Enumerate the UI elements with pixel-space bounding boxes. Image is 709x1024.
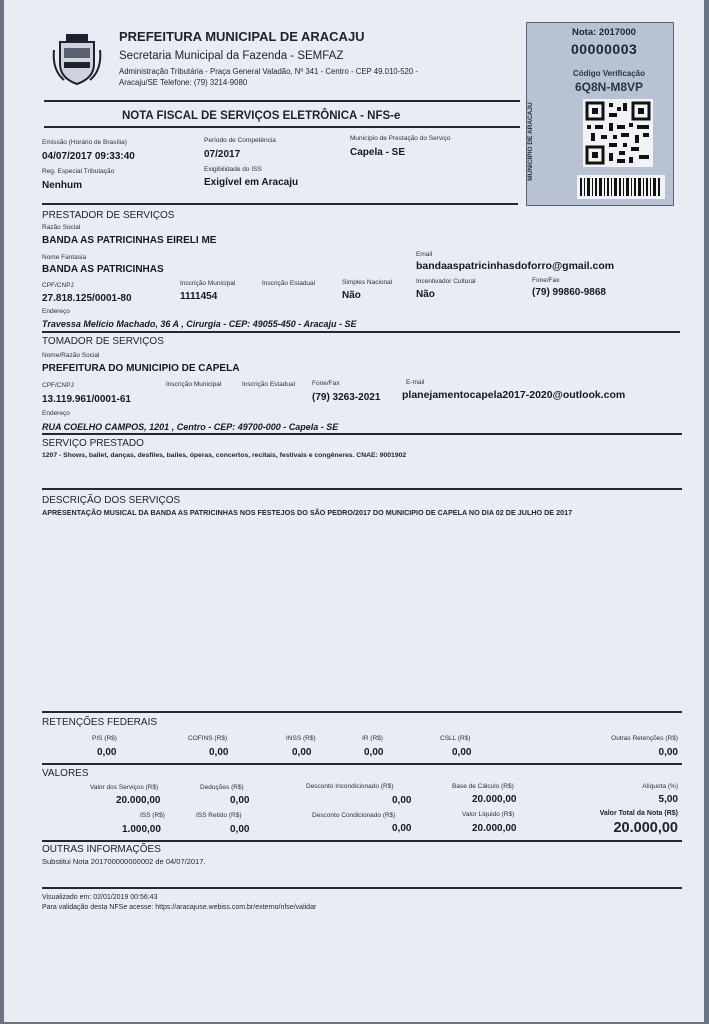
tomador-im-label: Inscrição Municipal [166, 381, 222, 388]
prestador-ie-label: Inscrição Estadual [262, 280, 316, 287]
tomador-endereco-value: RUA COELHO CAMPOS, 1201 , Centro - CEP: 49700-000 - Capela - SE [42, 422, 339, 432]
descricao-value: APRESENTAÇÃO MUSICAL DA BANDA AS PATRICINHAS NOS FESTEJOS DO SÃO PEDRO/2017 DO MUNICIPIO DE CAPELA NO DIA 02 DE JULHO DE 2017 [42, 508, 573, 517]
prestador-endereco-label: Endereço [42, 308, 70, 315]
prestador-email-value: bandaaspatricinhasdoforro@gmail.com [416, 260, 615, 272]
retencoes-top-rule [42, 711, 682, 713]
secretaria: Secretaria Municipal da Fazenda - SEMFAZ [119, 50, 344, 62]
doc-title: NOTA FISCAL DE SERVIÇOS ELETRÔNICA - NFS-e [122, 110, 401, 122]
stamp-side-text: MUNICÍPIO DE ARACAJU [526, 102, 534, 181]
title-top-rule [44, 100, 520, 102]
cofins-value: 0,00 [209, 747, 229, 758]
address-line-1: Administração Tributária - Praça General Valadão, Nº 341 - Centro - CEP 49.010-520 - [119, 67, 418, 76]
regime-label: Reg. Especial Tributação [42, 168, 115, 175]
outras-title: OUTRAS INFORMAÇÕES [42, 844, 161, 855]
tomador-email-label: E-mail [406, 379, 425, 386]
pis-value: 0,00 [97, 747, 117, 758]
emissao-label: Emissão (Horário de Brasília) [42, 139, 127, 146]
stamp-codigo-value: 6Q8N-M8VP [575, 80, 644, 94]
deducoes-label: Deduções (R$) [200, 784, 244, 791]
ir-value: 0,00 [364, 747, 384, 758]
prestador-fantasia-label: Nome Fantasia [42, 254, 87, 261]
prestador-im-label: Inscrição Municipal [180, 280, 236, 287]
stamp-nota-number: 00000003 [571, 41, 638, 57]
valores-title: VALORES [42, 768, 89, 779]
valor-liquido-value: 20.000,00 [472, 823, 517, 834]
valor-total-label: Valor Total da Nota (R$) [599, 810, 678, 817]
tomador-email-value: planejamentocapela2017-2020@outlook.com [402, 389, 626, 401]
outras-value: Substitui Nota 201700000000002 de 04/07/2017. [42, 857, 206, 866]
tomador-ie-label: Inscrição Estadual [242, 381, 296, 388]
base-calculo-value: 20.000,00 [472, 794, 517, 805]
prestador-fone-value: (79) 99860-9868 [532, 287, 606, 298]
tomador-bottom-rule [42, 433, 682, 435]
iss-value: 1.000,00 [122, 824, 161, 835]
prestador-simples-value: Não [342, 290, 361, 301]
iss-retido-label: ISS Retido (R$) [196, 812, 242, 819]
valor-total-value: 20.000,00 [613, 820, 678, 836]
prestador-bottom-rule [42, 331, 680, 333]
deducoes-value: 0,00 [230, 795, 250, 806]
aliquota-label: Alíquota (%) [642, 783, 678, 790]
valor-servicos-value: 20.000,00 [116, 795, 161, 806]
valores-bottom-rule [42, 840, 682, 842]
meta-bottom-rule [42, 203, 518, 205]
prestador-title: PRESTADOR DE SERVIÇOS [42, 210, 175, 221]
csll-value: 0,00 [452, 747, 472, 758]
regime-value: Nenhum [42, 180, 82, 191]
exigibilidade-label: Exigibilidade do ISS [204, 166, 262, 173]
prestador-cnpj-label: CPF/CNPJ [42, 282, 74, 289]
periodo-value: 07/2017 [204, 149, 241, 160]
pis-label: PIS (R$) [92, 735, 117, 742]
valor-servicos-label: Valor dos Serviços (R$) [90, 784, 159, 791]
desconto-condicionado-value: 0,00 [392, 823, 412, 834]
desconto-condicionado-label: Desconto Condicionado (R$) [312, 812, 396, 819]
stamp-codigo-label: Código Verificação [573, 69, 646, 78]
prestador-email-label: Email [416, 251, 433, 258]
invoice-paper [4, 0, 704, 1022]
emissao-value: 04/07/2017 09:33:40 [42, 151, 135, 162]
municipio-value: Capela - SE [350, 147, 406, 158]
prestador-cnpj-value: 27.818.125/0001-80 [42, 293, 132, 304]
footer-top-rule [42, 887, 682, 889]
tomador-fone-label: Fone/Fax [312, 380, 340, 387]
tomador-cnpj-value: 13.119.961/0001-61 [42, 394, 131, 405]
validacao-url: Para validação desta NFSe acesse: https://aracajuse.webiss.com.br/externo/nfse/validar [42, 904, 317, 911]
descricao-title: DESCRIÇÃO DOS SERVIÇOS [42, 495, 181, 506]
prestador-endereco-value: Travessa Melício Machado, 36 A , Cirurgia - CEP: 49055-450 - Aracaju - SE [42, 319, 357, 329]
prestador-razao-label: Razão Social [42, 224, 81, 231]
iss-retido-value: 0,00 [230, 824, 250, 835]
visualizado-em: Visualizado em: 02/01/2019 00:56:43 [42, 894, 158, 901]
valor-liquido-label: Valor Líquido (R$) [462, 811, 515, 818]
servico-value: 1207 - Shows, ballet, danças, desfiles, bailes, óperas, concertos, recitais, festivais e congêneres. CNAE: 9001902 [42, 452, 407, 459]
cofins-label: COFINS (R$) [188, 735, 227, 742]
tomador-cnpj-label: CPF/CNPJ [42, 382, 74, 389]
tomador-endereco-label: Endereço [42, 410, 70, 417]
prestador-razao-value: BANDA AS PATRICINHAS EIRELI ME [42, 235, 217, 246]
prestador-fone-label: Fone/Fax [532, 277, 560, 284]
servico-title: SERVIÇO PRESTADO [42, 438, 144, 449]
tomador-title: TOMADOR DE SERVIÇOS [42, 336, 164, 347]
iss-label: ISS (R$) [140, 812, 165, 819]
prestador-incentivador-value: Não [416, 289, 435, 300]
csll-label: CSLL (R$) [440, 735, 471, 742]
municipio-label: Município de Prestação do Serviço [350, 135, 451, 142]
title-bottom-rule [44, 126, 520, 128]
ir-label: IR (R$) [362, 735, 383, 742]
desconto-incondicionado-label: Desconto Incondicionado (R$) [306, 783, 394, 790]
prestador-im-value: 1111454 [180, 291, 218, 302]
retencoes-title: RETENÇÕES FEDERAIS [42, 717, 158, 728]
prestador-simples-label: Simples Nacional [342, 279, 393, 286]
tomador-razao-label: Nome/Razão Social [42, 352, 100, 359]
exigibilidade-value: Exigível em Aracaju [204, 177, 299, 188]
tomador-fone-value: (79) 3263-2021 [312, 392, 381, 403]
tomador-razao-value: PREFEITURA DO MUNICIPIO DE CAPELA [42, 363, 240, 374]
servico-bottom-rule [42, 488, 682, 490]
prestador-incentivador-label: Incentivador Cultural [416, 278, 476, 285]
periodo-label: Período de Competência [204, 137, 276, 144]
prestador-fantasia-value: BANDA AS PATRICINHAS [42, 264, 164, 275]
inss-label: INSS (R$) [286, 735, 316, 742]
stamp-nota-label: Nota: 2017000 [572, 27, 636, 38]
aliquota-value: 5,00 [658, 794, 678, 805]
org-name: PREFEITURA MUNICIPAL DE ARACAJU [119, 29, 365, 44]
outras-retencoes-label: Outras Retenções (R$) [611, 735, 678, 742]
qr-code-icon [583, 99, 653, 167]
barcode-icon [577, 175, 665, 199]
coat-of-arms-icon [52, 30, 102, 86]
base-calculo-label: Base de Cálculo (R$) [452, 783, 514, 790]
verification-stamp [526, 22, 674, 206]
desconto-incondicionado-value: 0,00 [392, 795, 412, 806]
address-line-2: Aracaju/SE Telefone: (79) 3214-9080 [119, 78, 248, 87]
retencoes-bottom-rule [42, 763, 682, 765]
inss-value: 0,00 [292, 747, 312, 758]
outras-retencoes-value: 0,00 [658, 747, 678, 758]
